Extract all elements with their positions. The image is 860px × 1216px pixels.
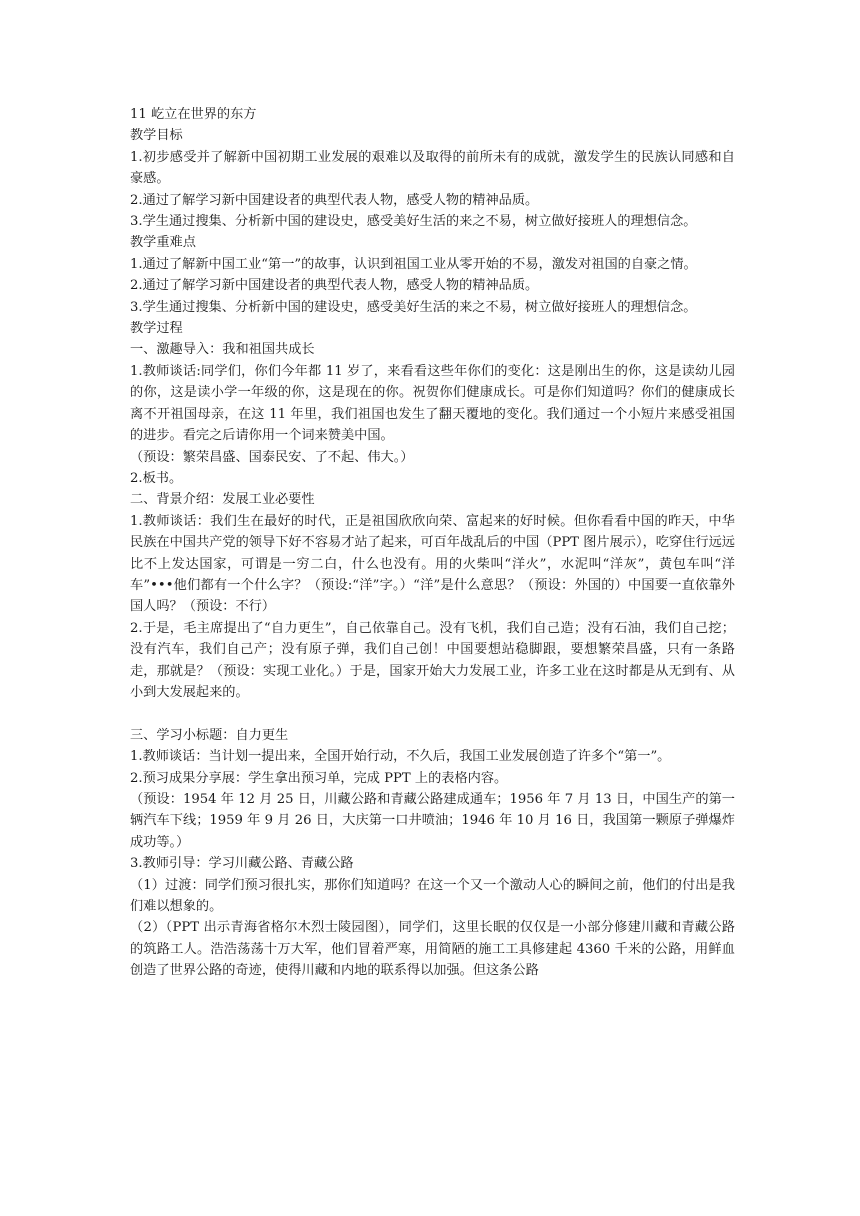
paragraph: （预设：繁荣昌盛、国泰民安、了不起、伟大。）: [130, 449, 414, 465]
paragraph: 2.通过了解学习新中国建设者的典型代表人物，感受人物的精神品质。: [130, 278, 539, 294]
paragraph: 3.学生通过搜集、分析新中国的建设史，感受美好生活的来之不易，树立做好接班人的理想信念。: [130, 299, 697, 315]
subsection-heading: 二、背景介绍：发展工业必要性: [130, 492, 315, 508]
paragraph: 2.板书。: [130, 470, 183, 486]
paragraph: 1.教师谈话：当计划一提出来，全国开始行动，不久后，我国工业发展创造了许多个“第一”。: [130, 749, 671, 765]
document-title: 11 屹立在世界的东方: [130, 107, 257, 122]
paragraph: 1.教师谈话：我们生在最好的时代，正是祖国欣欣向荣、富起来的好时候。但你看看中国的昨天，中华民族在中国共产党的领导下好不容易才站了起来，可百年战乱后的中国（PPT 图片展示），吃穿住行远远比不上发达国家，可谓是一穷二白，什么也没有。用的火柴叫“洋火”，水泥叫“洋灰”，黄包车叫“洋车”•••他们都有一个什么字？（预设:“洋”字。）“洋”是什么意思？（预设：外国的）中国要一直依靠外国人吗？（预设：不行）: [130, 513, 735, 615]
subsection-heading: 三、学习小标题：自力更生: [130, 727, 289, 743]
subsection-heading: 一、激趣导入：我和祖国共成长: [130, 342, 315, 358]
section-heading-key-points: 教学重难点: [130, 235, 196, 251]
paragraph: 1.通过了解新中国工业“第一”的故事，认识到祖国工业从零开始的不易，激发对祖国的自豪之情。: [130, 256, 697, 272]
paragraph: 3.教师引导：学习川藏公路、青藏公路: [130, 856, 354, 872]
paragraph: （预设：1954 年 12 月 25 日，川藏公路和青藏公路建成通车；1956 年 7 月 13 日，中国生产的第一辆汽车下线；1959 年 9 月 26 日，大庆第一口井喷油；1946 年 10 月 16 日，我国第一颗原子弹爆炸成功等。）: [130, 791, 735, 850]
paragraph: （2）（PPT 出示青海省格尔木烈士陵园图），同学们，这里长眠的仅仅是一小部分修建川藏和青藏公路的筑路工人。浩浩荡荡十万大军，他们冒着严寒，用简陋的施工工具修建起 4360 千米的公路，用鲜血创造了世界公路的奇迹，使得川藏和内地的联系得以加强。但这条公路: [130, 920, 735, 979]
paragraph: 2.预习成果分享展：学生拿出预习单，完成 PPT 上的表格内容。: [130, 770, 508, 786]
paragraph: 1.初步感受并了解新中国初期工业发展的艰难以及取得的前所未有的成就，激发学生的民族认同感和自豪感。: [130, 149, 735, 187]
paragraph: （1）过渡：同学们预习很扎实，那你们知道吗？在这一个又一个激动人心的瞬间之前，他们的付出是我们难以想象的。: [130, 877, 735, 915]
section-heading-objectives: 教学目标: [130, 128, 183, 144]
paragraph: 2.于是，毛主席提出了“自力更生”，自己依靠自己。没有飞机，我们自己造；没有石油，我们自己挖；没有汽车，我们自己产；没有原子弹，我们自己创！中国要想站稳脚跟，要想繁荣昌盛，只有一条路走，那就是？（预设：实现工业化。）于是，国家开始大力发展工业，许多工业在这时都是从无到有、从小到大发展起来的。: [130, 620, 735, 700]
blank-line: [130, 703, 735, 724]
section-heading-process: 教学过程: [130, 321, 183, 337]
paragraph: 1.教师谈话:同学们，你们今年都 11 岁了，来看看这些年你们的变化：这是刚出生的你，这是读幼儿园的你，这是读小学一年级的你，这是现在的你。祝贺你们健康成长。可是你们知道吗？你们的健康成长离不开祖国母亲，在这 11 年里，我们祖国也发生了翻天覆地的变化。我们通过一个小短片来感受祖国的进步。看完之后请你用一个词来赞美中国。: [130, 363, 735, 444]
paragraph: 2.通过了解学习新中国建设者的典型代表人物，感受人物的精神品质。: [130, 192, 539, 208]
paragraph: 3.学生通过搜集、分析新中国的建设史，感受美好生活的来之不易，树立做好接班人的理想信念。: [130, 214, 697, 230]
document-page: [130, 104, 735, 982]
